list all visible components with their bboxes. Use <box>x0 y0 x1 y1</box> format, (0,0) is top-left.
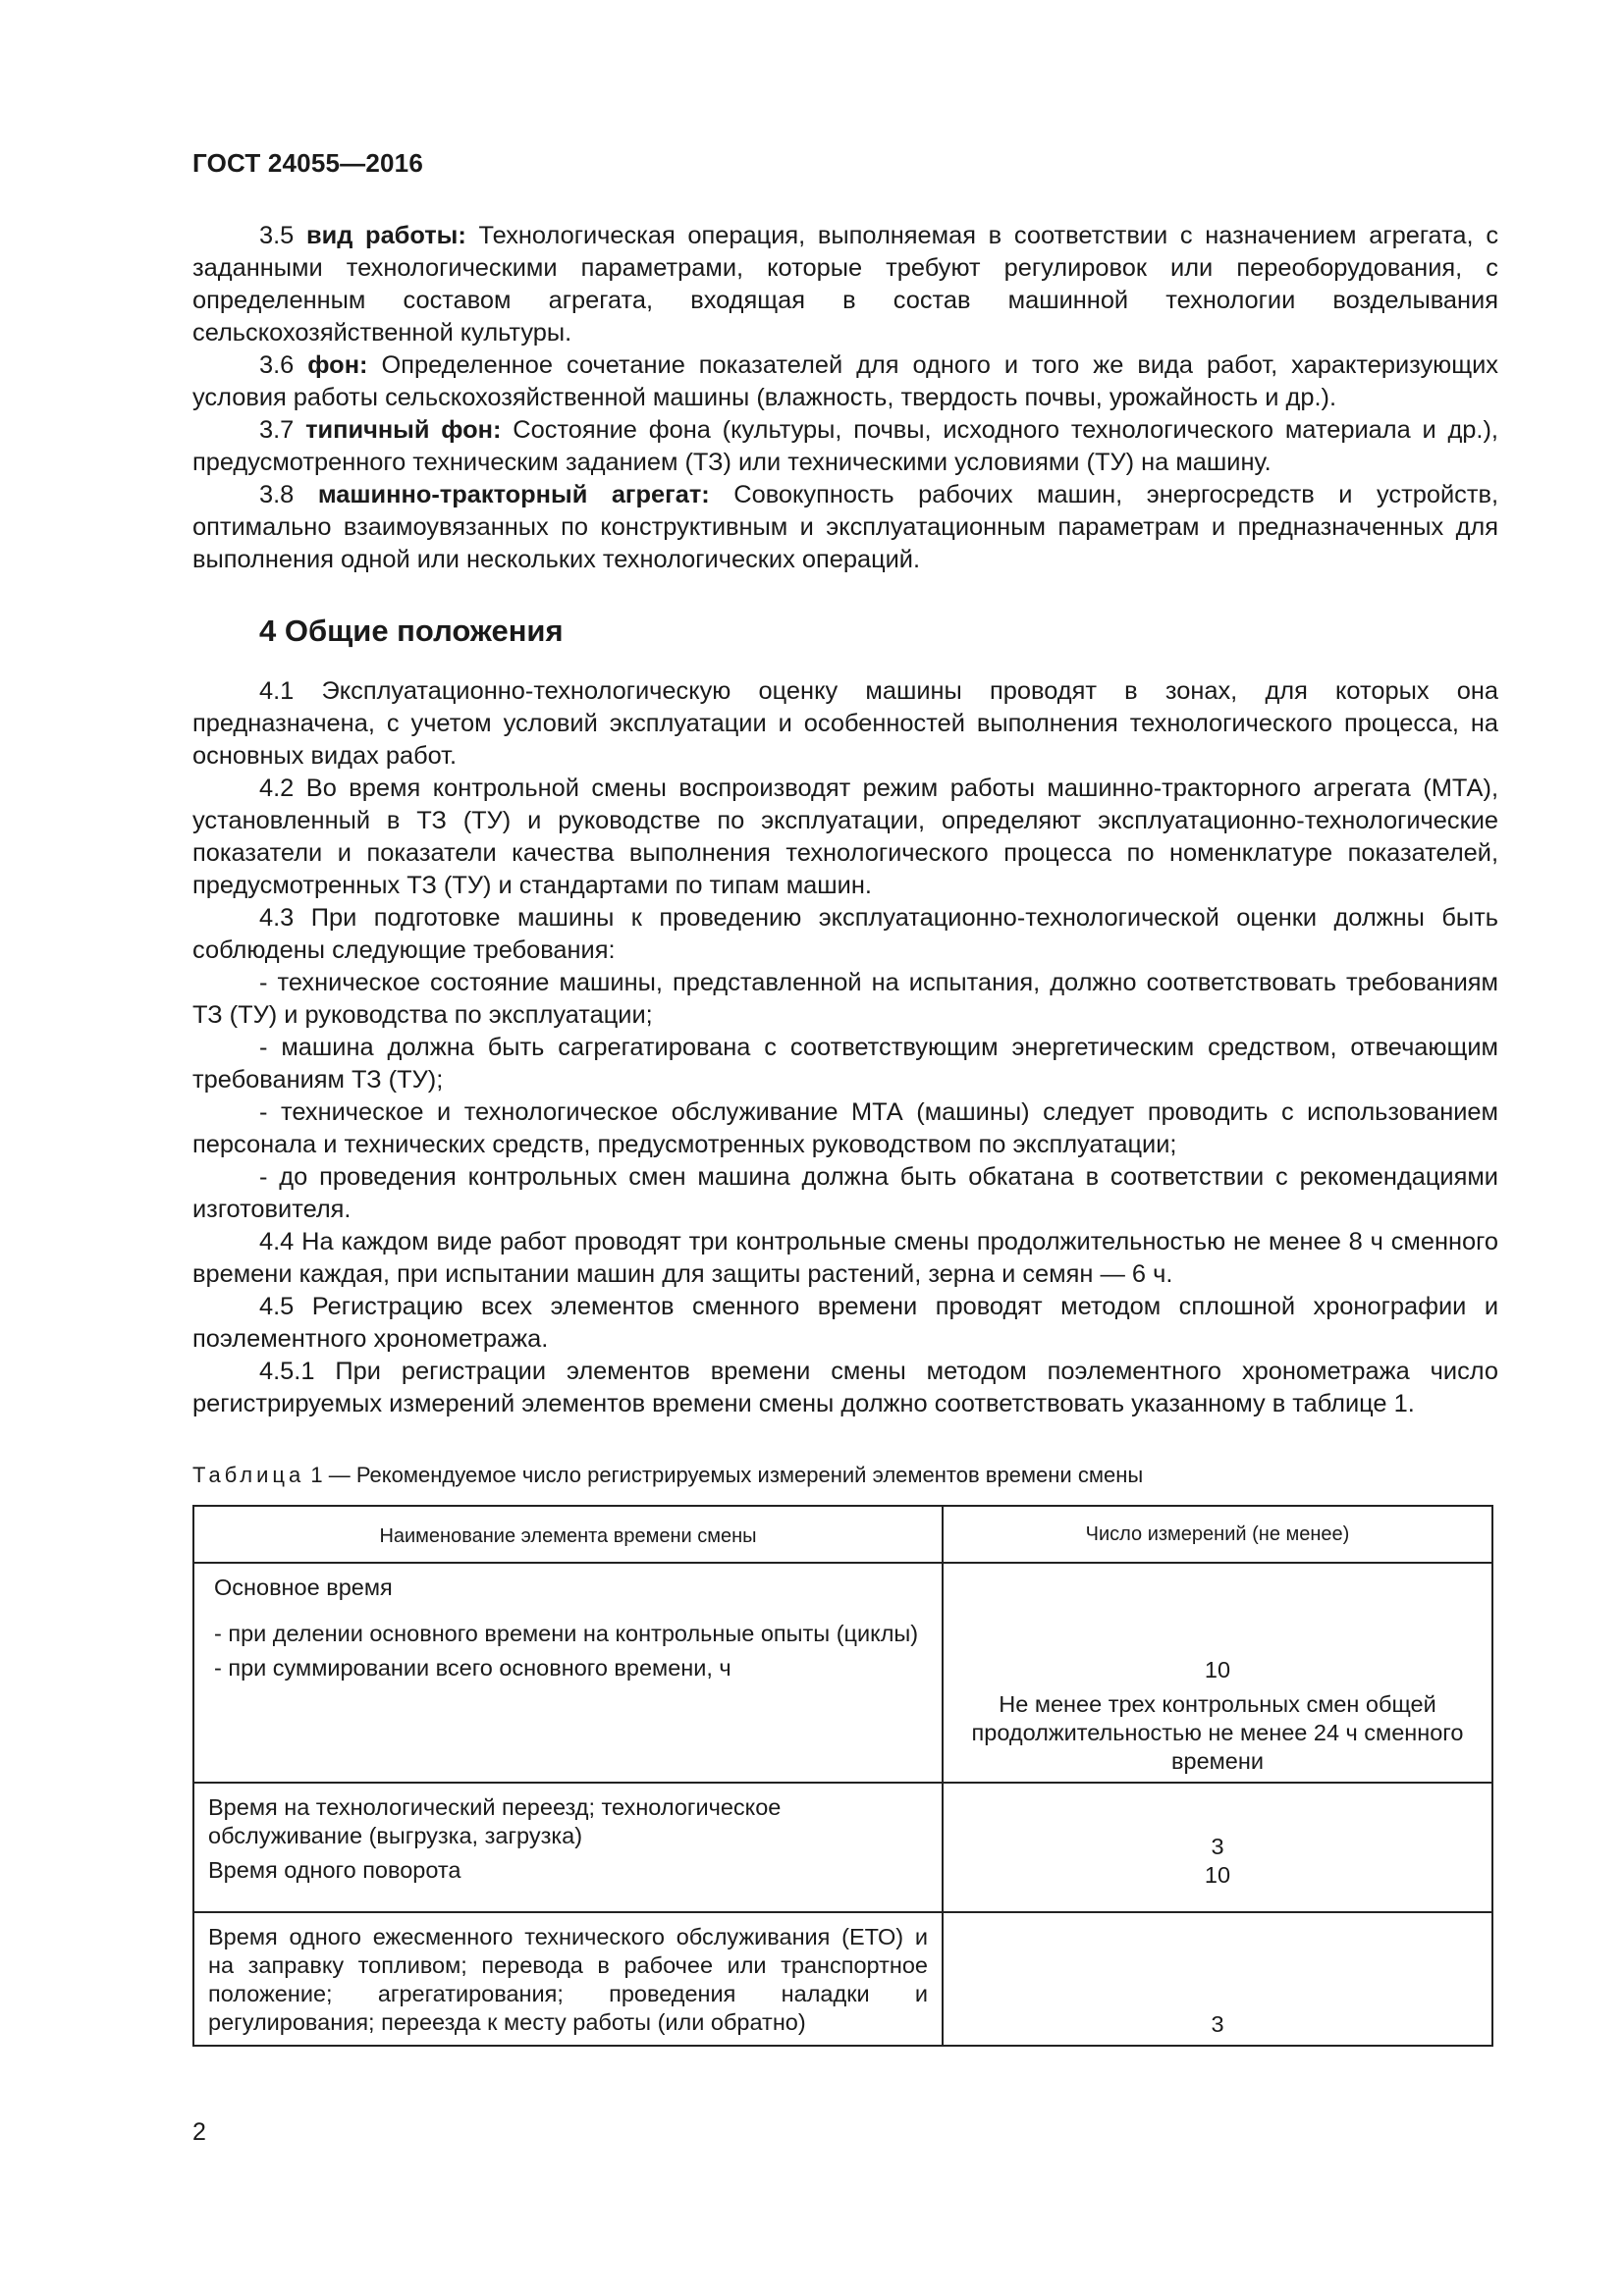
table-cell: Время на технологический переезд; технологическое обслуживание (выгрузка, загрузка) Время одного поворота <box>193 1783 943 1912</box>
paragraph-4-5: 4.5 Регистрацию всех элементов сменного времени проводят методом сплошной хронографии и поэлементного хронометража. <box>192 1293 1498 1353</box>
table-caption: Таблица 1 — Рекомендуемое число регистрируемых измерений элементов времени смены <box>192 1463 1144 1487</box>
table-cell: 3 10 <box>943 1783 1492 1912</box>
definition-3-8: 3.8 машинно-тракторный агрегат: Совокупность рабочих машин, энергосредств и устройств, оптимально взаимоувязанных по конструктивным и эксплуатационным параметрам и предназначенных для выполнения одной или нескольких технологических операций. <box>192 481 1499 573</box>
list-item: - до проведения контрольных смен машина должна быть обкатана в соответствии с рекомендациями изготовителя. <box>192 1163 1498 1223</box>
table-header-row <box>193 1506 1492 1563</box>
page-number: 2 <box>192 2118 206 2146</box>
paragraph-4-5-1: 4.5.1 При регистрации элементов времени смены методом поэлементного хронометража число регистрируемых измерений элементов времени смены должно соответствовать указанному в таблице 1. <box>192 1358 1498 1417</box>
table-cell: Основное время - при делении основного времени на контрольные опыты (циклы) - при суммировании всего основного времени, ч <box>193 1563 943 1783</box>
table-row <box>193 1563 1492 1783</box>
table-1 <box>192 1505 1493 2047</box>
table-row <box>193 1912 1492 2046</box>
list-item: - техническое состояние машины, представленной на испытания, должно соответствовать требованиям ТЗ (ТУ) и руководства по эксплуатации; <box>192 969 1498 1029</box>
paragraph-4-4: 4.4 На каждом виде работ проводят три контрольные смены продолжительностью не менее 8 ч сменного времени каждая, при испытании машин для защиты растений, зерна и семян — 6 ч. <box>192 1228 1498 1288</box>
definition-3-7: 3.7 типичный фон: Состояние фона (культуры, почвы, исходного технологического материала и др.), предусмотренного техническим заданием (ТЗ) или техническими условиями (ТУ) на машину. <box>192 416 1498 476</box>
document-code: ГОСТ 24055—2016 <box>192 148 423 178</box>
definition-3-6: 3.6 фон: Определенное сочетание показателей для одного и того же вида работ, характеризующих условия работы сельскохозяйственной машины (влажность, твердость почвы, урожайность и др.). <box>192 351 1498 411</box>
table-cell: Время одного ежесменного технического обслуживания (ЕТО) и на заправку топливом; перевода в рабочее или транспортное положение; агрегатирования; проведения наладки и регулирования; переезда к месту работы (или обратно) <box>193 1912 943 2046</box>
column-header-count: Число измерений (не менее) <box>943 1506 1492 1563</box>
body-text <box>192 220 1498 1420</box>
list-item: - машина должна быть сагрегатирована с соответствующим энергетическим средством, отвечающим требованиям ТЗ (ТУ); <box>192 1034 1498 1094</box>
paragraph-4-2: 4.2 Во время контрольной смены воспроизводят режим работы машинно-тракторного агрегата (МТА), установленный в ТЗ (ТУ) и руководстве по эксплуатации, определяют эксплуатационно-технологические показатели и показатели качества выполнения технологического процесса по номенклатуре показателей, предусмотренных ТЗ (ТУ) и стандартами по типам машин. <box>192 774 1498 899</box>
table-cell: 10 Не менее трех контрольных смен общей продолжительностью не менее 24 ч сменного времени <box>943 1563 1492 1783</box>
table-cell: 3 <box>943 1912 1492 2046</box>
paragraph-4-1: 4.1 Эксплуатационно-технологическую оценку машины проводят в зонах, для которых она предназначена, с учетом условий эксплуатации и особенностей выполнения технологического процесса, на основных видах работ. <box>192 677 1498 770</box>
column-header-element: Наименование элемента времени смены <box>193 1506 943 1563</box>
paragraph-4-3: 4.3 При подготовке машины к проведению эксплуатационно-технологической оценки должны быть соблюдены следующие требования: <box>192 904 1498 964</box>
section-heading: 4 Общие положения <box>259 614 564 648</box>
definition-3-5: 3.5 вид работы: Технологическая операция, выполняемая в соответствии с назначением агрегата, с заданными технологическими параметрами, которые требуют регулировок или переоборудования, с определенным составом агрегата, входящая в состав машинной технологии возделывания сельскохозяйственной культуры. <box>192 222 1499 347</box>
list-item: - техническое и технологическое обслуживание МТА (машины) следует проводить с использованием персонала и технических средств, предусмотренных руководством по эксплуатации; <box>192 1098 1498 1158</box>
table-row <box>193 1783 1492 1912</box>
